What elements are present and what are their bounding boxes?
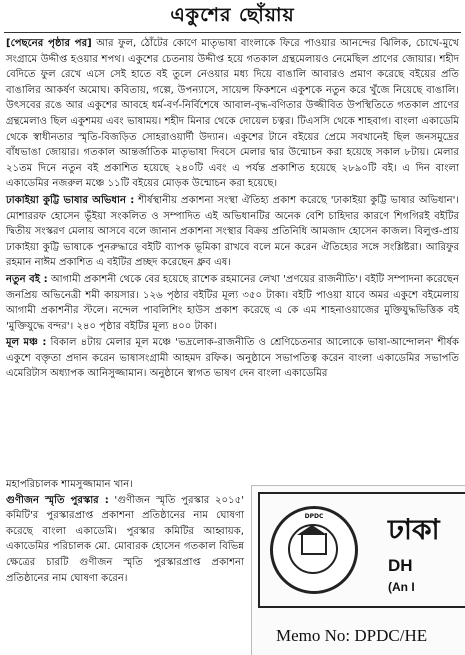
paragraph-lead: [পেছনের পৃষ্ঠার পর] xyxy=(6,38,92,49)
paragraph-text: আর ফুল, ঠোঁটের কোণে মাতৃভাষা বাংলাকে ফিরে পাওয়ার আনন্দের ঝিলিক, চোখে-মুখে সংগ্রামে উদ্দীপ্ত হওয়ার শপথ। একুশের চেতনায় উদ্দীপ্ত হয়ে গতকাল গ্রন্থমেলায়ও নেমেছিল প্রাণের জোয়ার। শহীদ বেদিতে ফুল রেখে এসে সেই হাতে বই তুলে নেওয়ার মধ্য দিয়ে বাঙালি আবারও প্রমাণ করেছে বইয়ের প্রতি বাঙালির আকর্ষণ অমোঘ। কবিতায়, গল্পে, উপন্যাসে, সায়েন্স ফিকশনে একুশকে নতুন করে খুঁজে নিয়েছে বাঙালি। উৎসবের রঙে আর একুশের আবহে ধর্ম-বর্ণ-নির্বিশেষে আবাল-বৃদ্ধ-বণিতার উজ্জীবিত উপস্থিতিতে গতকাল প্রাণের গ্রন্থমেলাও ছিল একুশময় এবং ভাষাময়। শহীদ মিনার থেকে দোয়েল চত্বর। টিএসসি থেকে শাহবাগ। বাংলা একাডেমি থেকে স্বাধীনতার স্মৃতি-বিজড়িত সোহরাওয়ার্দী উদ্যান। একুশের টানে বইয়ের প্রেমে সবখানেই ছিল জনসমুদ্রের বাঁধভাঙা জোয়ার। গতকাল আন্তর্জাতিক মাতৃভাষা দিবসে মেলার দ্বার উন্মোচন করা হয়েছে সকাল ৮টায়। মেলার ২১তম দিনে নতুন বই প্রকাশিত হয়েছে ২৪০টি এবং এ পর্যন্ত প্রকাশিত হয়েছে ২৮৯০টি বই। এ দিন বাংলা একাডেমির নজরুল মঞ্চে ১১টি বইয়ের মোড়ক উন্মোচন করা হয়েছে। xyxy=(6,38,459,190)
advert-memo-number: Memo No: DPDC/HE xyxy=(276,626,428,645)
paragraph-dg xyxy=(6,477,244,493)
advert-title-english: DH xyxy=(388,556,413,575)
paragraph-text: শীর্ষস্থানীয় প্রকাশনা সংস্থা ঐতিহ্য প্রকাশ করেছে 'ঢাকাইয়া কুট্টি ভাষার অভিধান'। মোশাররফ হোসেন ভূঁইয়া সংকলিত ও সম্পাদিত এই অভিধানটির অনেক বেশি চাহিদার কারণে শিগগিরই বইটির দ্বিতীয় সংস্করণ মেলায় আসবে বলে জানান প্রকাশনা সংস্থার বিক্রয় প্রতিনিধি আমজাদ হোসেন কাজল। বিলুপ্ত-প্রায় ঢাকাইয়া কুট্টি ভাষাকে পুনরুদ্ধারে বইটি ব্যাপক ভূমিকা রাখবে বলে মনে করেন ঐতিহ্যের সঙ্গে সংশ্লিষ্টরা। আরিফুর রহমান নাঈম প্রকাশিত এ বইটির প্রচ্ছদ করেছেন ধ্রুব এষ। xyxy=(6,194,460,269)
headline: একুশের ছোঁয়ায় xyxy=(170,4,295,26)
paragraph-award xyxy=(6,493,244,587)
paragraph-intro xyxy=(6,36,459,192)
paragraph-dictionary xyxy=(6,193,459,271)
company-seal-icon xyxy=(270,506,358,594)
paragraph-text: 'গুণীজন স্মৃতি পুরস্কার ২০১৫' কমিটি'র পুরস্কারপ্রাপ্ত প্রকাশনা প্রতিষ্ঠানের নাম ঘোষণা করেছে বাংলা একাডেমি। পুরস্কার কমিটির আহ্বায়ক, একাডেমির পরিচালক মো. মোবারক হোসেন গতকাল বিভিন্ন ক্ষেত্রের চারটি গুণীজন স্মৃতি পুরস্কারপ্রাপ্ত প্রকাশনা প্রতিষ্ঠানের নাম ঘোষণা করেন। xyxy=(6,494,244,584)
paragraph-text: মহাপরিচালক শামসুজ্জামান খান। xyxy=(6,479,133,490)
article-body xyxy=(6,36,459,383)
seal-house-shape xyxy=(301,533,327,555)
advert-subtitle: (An I xyxy=(388,580,415,594)
paragraph-lead: মূল মঞ্চ : xyxy=(6,337,47,349)
advert-title-bangla: ঢাকা xyxy=(388,513,440,546)
paragraph-lead: গুণীজন স্মৃতি পুরস্কার : xyxy=(6,494,109,506)
paragraph-text: আগামী প্রকাশনী থেকে বের হয়েছে রাশেক রহমানের লেখা 'প্রণয়ের রাজনীতি'। বইটি সম্পাদনা করেছেন জনপ্রিয় অভিনেত্রী শমী কায়সার। ১২৬ পৃষ্ঠার বইটির মূল্য ৩৫০ টাকা। বইটি পাওয়া যাবে অমর একুশে বইমেলায় আগামী প্রকাশনীর স্টলে। নন্দেল পাবলিশিং হাউস প্রকাশ করেছে এ কে এম শাহনাওয়াজের মুক্তিযুদ্ধভিত্তিক বই 'মুক্তিযুদ্ধে বন্দর'। ২৪০ পৃষ্ঠার বইটির মূল্য ৪০০ টাকা। xyxy=(6,273,459,332)
paragraph-main-stage xyxy=(6,335,459,382)
advertisement xyxy=(251,485,465,655)
paragraph-lead: ঢাকাইয়া কুট্টি ভাষার অভিধান : xyxy=(6,194,135,206)
paragraph-lead: নতুন বই : xyxy=(6,273,48,285)
paragraph-text: বিকাল ৪টায় মেলার মূল মঞ্চে 'ভদ্রলোক-রাজনীতি ও শ্রেণিচেতনার আলোকে ভাষা-আন্দোলন' শীর্ষক একুশে বক্তৃতা প্রদান করেন ভাষাসংগ্রামী আহমদ রফিক। অনুষ্ঠানে সভাপতিত্ব করেন বাংলা একাডেমির সভাপতি এমেরিটাস অধ্যাপক আনিসুজ্জামান। অনুষ্ঠানে স্বাগত ভাষণ দেন বাংলা একাডেমির xyxy=(6,337,459,380)
headline-rule xyxy=(4,32,461,33)
seal-label: DPDC xyxy=(304,513,324,520)
paragraph-new-books xyxy=(6,272,459,334)
narrow-column xyxy=(6,477,244,586)
